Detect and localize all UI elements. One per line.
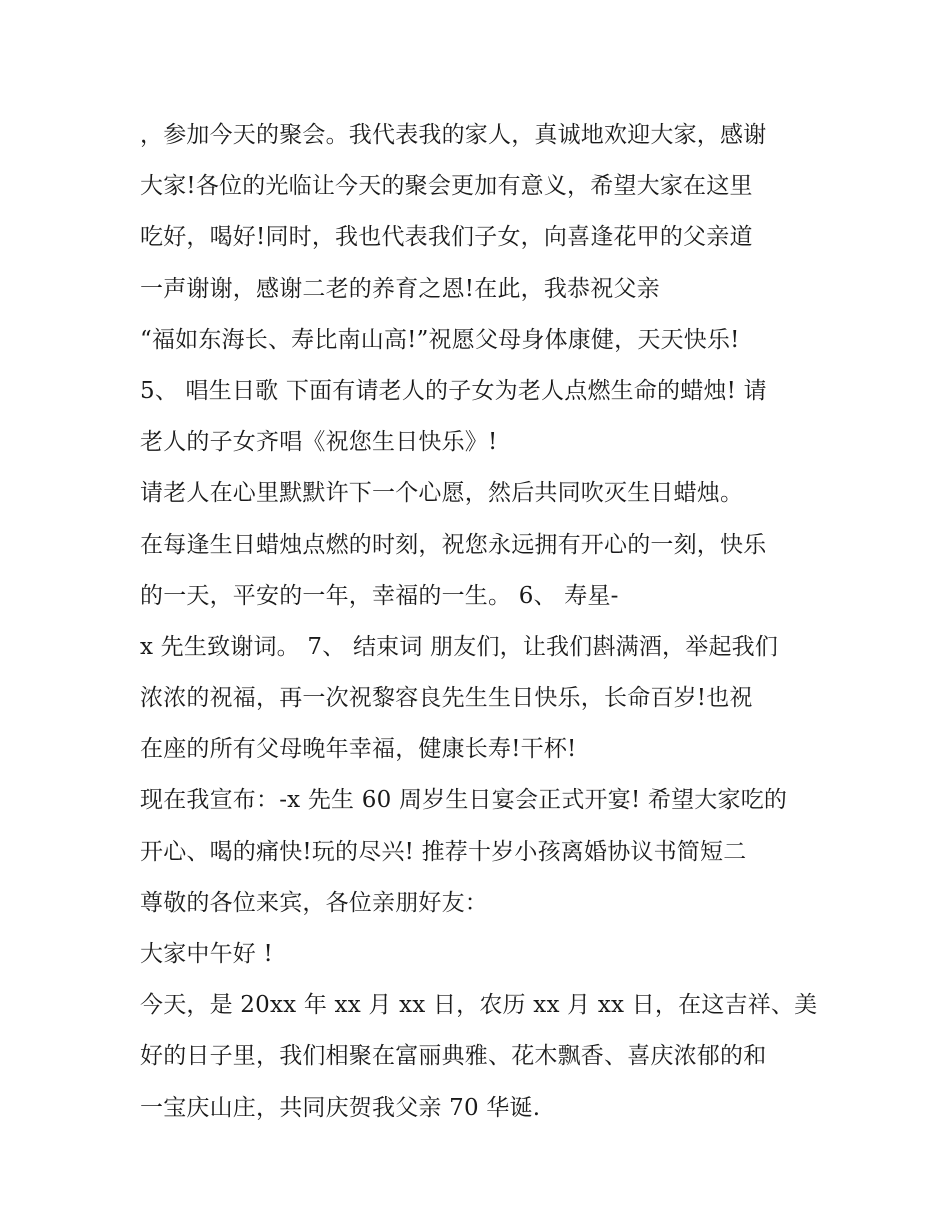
text-line: 浓浓的祝福，再一次祝黎容良先生生日快乐，长命百岁!也祝 <box>140 685 753 712</box>
text-line: ，参加今天的聚会。我代表我的家人，真诚地欢迎大家，感谢 <box>140 122 767 148</box>
text-line: 现在我宣布：-x 先生 60 周岁生日宴会正式开宴! 希望大家吃的 <box>140 787 788 814</box>
text-line: 5、 唱生日歌 下面有请老人的子女为老人点燃生命的蜡烛! 请 <box>140 377 767 404</box>
text-line: 尊敬的各位来宾，各位亲朋好友： <box>140 889 488 916</box>
text-line: x 先生致谢词。 7、 结束词 朋友们，让我们斟满酒，举起我们 <box>140 633 779 660</box>
text-line: 开心、喝的痛快!玩的尽兴! 推荐十岁小孩离婚协议书简短二 <box>140 838 747 865</box>
text-line: 在每逢生日蜡烛点燃的时刻，祝您永远拥有开心的一刻，快乐 <box>140 531 767 558</box>
text-line: 老人的子女齐唱《祝您生日快乐》! <box>140 429 498 456</box>
text-line: 吃好，喝好!同时，我也代表我们子女，向喜逢花甲的父亲道 <box>140 224 753 251</box>
text-line: 今天，是 20xx 年 xx 月 xx 日，农历 xx 月 xx 日，在这吉祥、美 <box>140 992 818 1019</box>
text-line: 大家!各位的光临让今天的聚会更加有意义，希望大家在这里 <box>140 173 753 200</box>
text-line: 的一天，平安的一年，幸福的一生。 6、 寿星- <box>140 582 619 609</box>
text-line: “福如东海长、寿比南山高!”祝愿父母身体康健，天天快乐! <box>140 326 740 353</box>
document-body <box>140 110 820 1134</box>
text-line: 一声谢谢，感谢二老的养育之恩!在此，我恭祝父亲 <box>140 275 660 302</box>
text-line: 请老人在心里默默许下一个心愿，然后共同吹灭生日蜡烛。 <box>140 480 744 507</box>
text-line: 一宝庆山庄，共同庆贺我父亲 70 华诞. <box>140 1094 541 1121</box>
text-line: 好的日子里，我们相聚在富丽典雅、花木飘香、喜庆浓郁的和 <box>140 1043 767 1070</box>
text-line: 在座的所有父母晚年幸福，健康长寿!干杯! <box>140 736 577 763</box>
text-line: 大家中午好 ! <box>140 941 273 967</box>
